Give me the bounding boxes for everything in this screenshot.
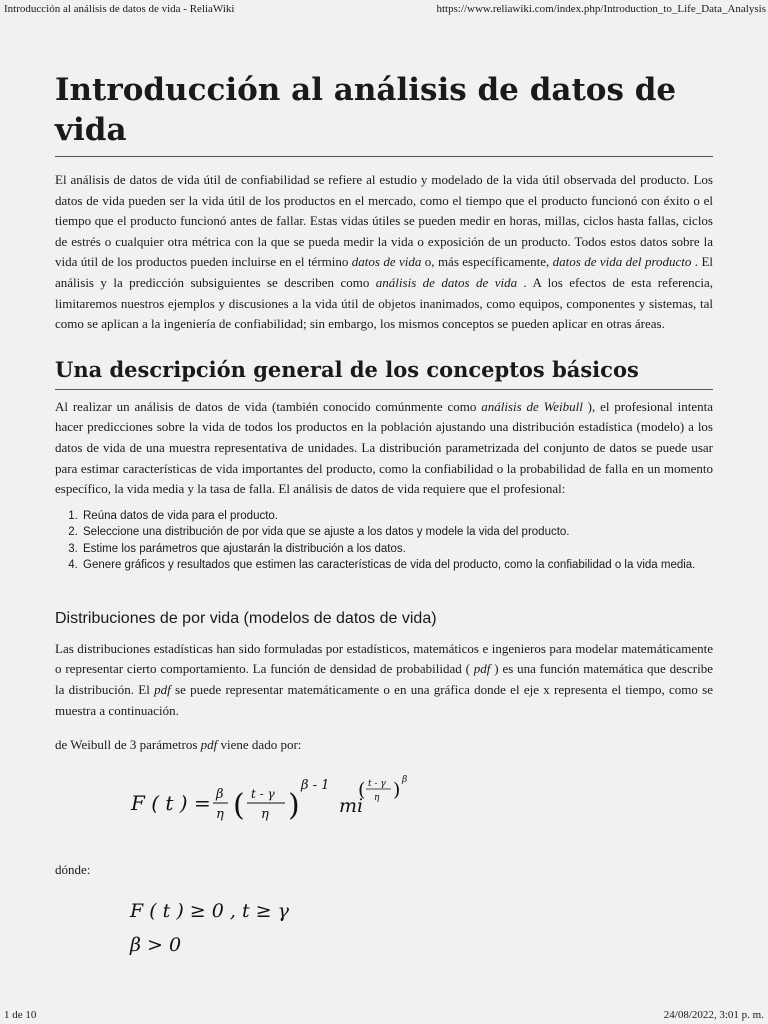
print-header [0,0,768,18]
term-pdf: pdf [200,737,218,753]
list-item: 4. Genere gráficos y resultados que estimen las características de vida del producto, como la confiabilidad o la vida media. [81,557,713,574]
print-header-url[interactable]: https://www.reliawiki.com/index.php/Introduction_to_Life_Data_Analysis [436,3,766,15]
intro-paragraph: El análisis de datos de vida útil de confiabilidad se refiere al estudio y modelado de la vida útil observada del producto. Los datos de vida pueden ser la vida útil de los productos en el mercado, como el tiempo que el producto funcionó con éxito o el tiempo que el producto funcionó antes de fallar. Estas vidas útiles se pueden medir en horas, millas, ciclos hasta fallas, ciclos de estrés o cualquier otra métrica con la que se pueda medir la vida o exposición de un producto. Todos estos datos sobre la vida útil de los productos pueden incluirse en el término datos de vida o, más específicamente, datos de vida del producto . El análisis y la predicción subsiguientes se describen como análisis de datos de vida . A los efectos de esta referencia, limitaremos nuestros ejemplos y discusiones a la vida útil de objetos inanimados, como equipos, componentes y sistemas, tal como se aplican a la ingeniería de confiabilidad; sin embargo, los mismos conceptos se pueden aplicar en otras áreas. [55,172,714,332]
term-analisis-de-datos-de-vida: análisis de datos de vida [375,274,518,290]
formula-beta: β [216,786,224,802]
list-item: 1. Reúna datos de vida para el producto. [81,508,713,525]
formula-numerator: t - γ [251,786,275,801]
distributions-paragraph: Las distribuciones estadísticas han sido formuladas por estadísticos, matemáticos e ingenieros para modelar matemáticamente o representar cierto comportamiento. La función de densidad de probabilidad ( pdf ) es una función matemática que describe la distribución. El pdf se puede representar matemáticamente o en una gráfica donde el eje x representa el tiempo, como se muestra a continuación. [55,640,713,718]
print-footer [0,1006,768,1024]
concepts-paragraph: Al realizar un análisis de datos de vida (también conocido comúnmente como análisis de Weibull ), el profesional intenta hacer predicciones sobre la vida de todos los productos en la población ajustando una distribución estadística (modelo) a los datos de vida de una muestra representativa de unidades. La distribución parametrizada del conjunto de datos se puede usar para estimar características de vida importantes del producto, como la confiabilidad o la probabilidad de falla en un momento específico, la vida media y la tasa de falla. El análisis de datos de vida requiere que el profesional: [55,398,713,497]
article [55,70,713,962]
formula-eta-denominator: η [261,806,269,822]
formula-exp-eta: η [374,792,380,803]
formula-svg [125,762,425,836]
formula-mi: mi [339,794,364,817]
formula-exp-beta: β [402,774,408,785]
condition-formula-1: F ( t ) ≥ 0 , t ≥ γ [130,900,289,923]
weibull-intro: de Weibull de 3 parámetros pdf viene dado por: [55,737,302,753]
weibull-pdf-formula [55,762,713,836]
section-heading-distribuciones: Distribuciones de por vida (modelos de datos de vida) [55,609,437,627]
formula-lhs: F ( t ) = [131,790,211,815]
formula-exp-numerator: t - γ [368,778,386,789]
steps-list [55,508,713,574]
term-datos-de-vida: datos de vida [351,254,422,270]
formula-paren-left: ( [233,787,245,823]
term-datos-de-vida-del-producto: datos de vida del producto [552,254,692,270]
condition-formula-2: β > 0 [130,934,182,957]
print-datetime: 24/08/2022, 3:01 p. m. [663,1009,764,1021]
formula-eta: η [216,806,224,822]
section-heading-conceptos: Una descripción general de los conceptos básicos [55,355,713,390]
term-analisis-weibull: análisis de Weibull [481,398,583,414]
print-header-title: Introducción al análisis de datos de vida - ReliaWiki [4,3,235,15]
page-title: Introducción al análisis de datos de vida [55,70,713,157]
list-item: 2. Seleccione una distribución de por vida que se ajuste a los datos y modele la vida del producto. [81,524,713,541]
term-pdf: pdf [154,681,171,697]
term-pdf: pdf [473,661,491,677]
donde-label: dónde: [55,861,91,877]
list-item: 3. Estime los parámetros que ajustarán la distribución a los datos. [81,541,713,558]
formula-exp-paren-right: ) [393,778,401,801]
formula-paren-right: ) [288,787,300,823]
formula-exp-paren-left: ( [358,778,366,801]
page-number: 1 de 10 [4,1009,37,1021]
formula-exponent: β - 1 [301,777,330,793]
